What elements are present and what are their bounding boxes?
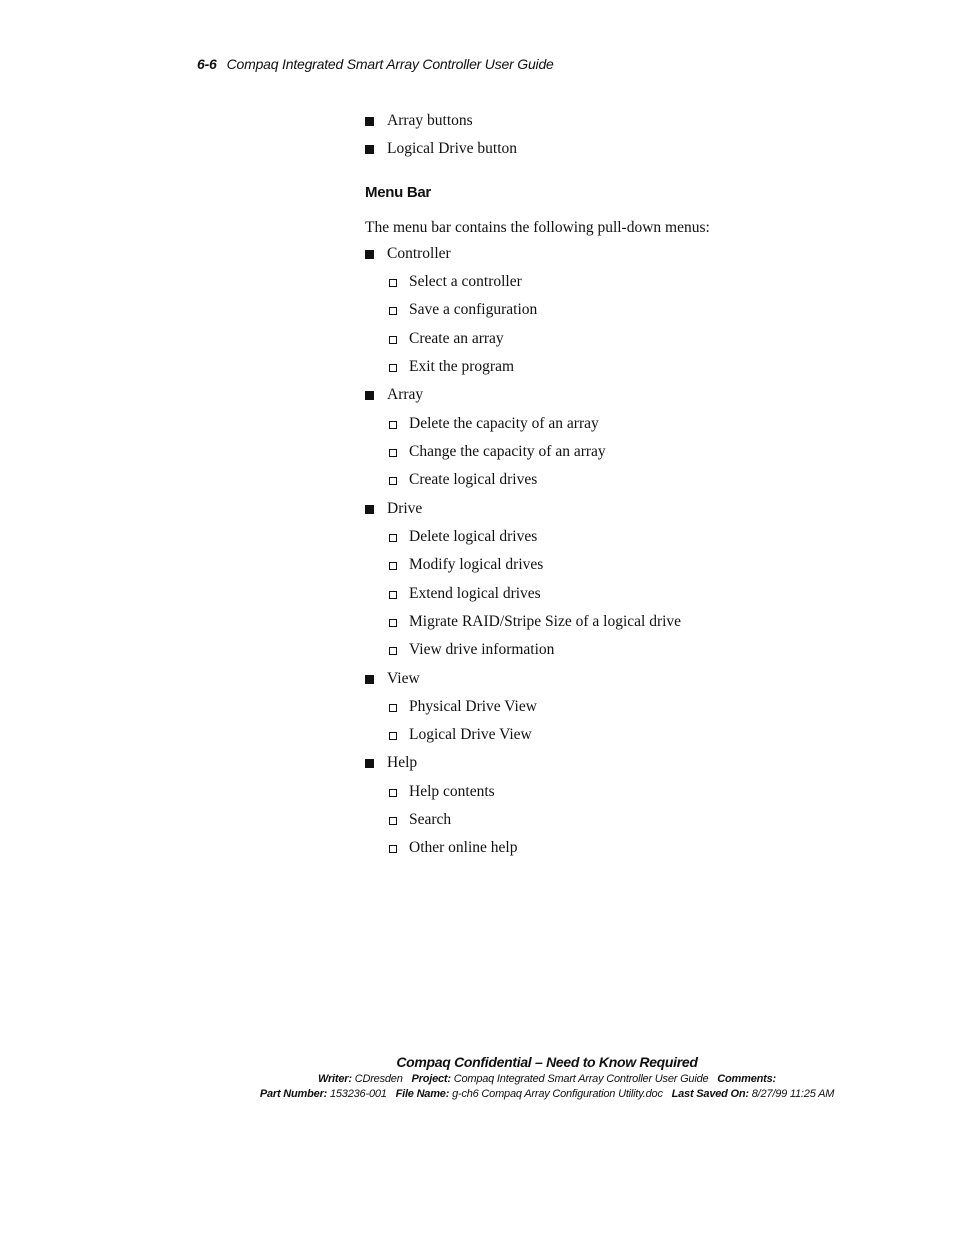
hollow-square-bullet-icon [389, 817, 397, 825]
hollow-square-bullet-icon [389, 364, 397, 372]
hollow-square-bullet-icon [389, 704, 397, 712]
running-header [197, 56, 554, 72]
square-bullet-icon [365, 391, 374, 400]
hollow-square-bullet-icon [389, 732, 397, 740]
square-bullet-icon [365, 759, 374, 768]
hollow-square-bullet-icon [389, 336, 397, 344]
section-heading: Menu Bar [365, 184, 431, 201]
hollow-square-bullet-icon [389, 591, 397, 599]
footer-metadata-line-2: Part Number: 153236-001 File Name: g-ch6 Compaq Array Configuration Utility.doc Last Saved On: 8/27/99 11:25 AM [259, 1088, 835, 1100]
hollow-square-bullet-icon [389, 845, 397, 853]
footer-metadata-line-1: Writer: CDresden Project: Compaq Integrated Smart Array Controller User Guide Comments: [317, 1073, 777, 1085]
section-intro: The menu bar contains the following pull-down menus: [365, 219, 710, 236]
square-bullet-icon [365, 250, 374, 259]
square-bullet-icon [365, 145, 374, 154]
page-number: 6-6 [197, 56, 217, 72]
hollow-square-bullet-icon [389, 619, 397, 627]
square-bullet-icon [365, 505, 374, 514]
book-title: Compaq Integrated Smart Array Controller User Guide [226, 56, 554, 72]
hollow-square-bullet-icon [389, 789, 397, 797]
hollow-square-bullet-icon [389, 534, 397, 542]
hollow-square-bullet-icon [389, 279, 397, 287]
footer-confidential: Compaq Confidential – Need to Know Required [396, 1054, 698, 1070]
hollow-square-bullet-icon [389, 421, 397, 429]
square-bullet-icon [365, 675, 374, 684]
square-bullet-icon [365, 117, 374, 126]
hollow-square-bullet-icon [389, 307, 397, 315]
hollow-square-bullet-icon [389, 449, 397, 457]
hollow-square-bullet-icon [389, 647, 397, 655]
hollow-square-bullet-icon [389, 562, 397, 570]
hollow-square-bullet-icon [389, 477, 397, 485]
